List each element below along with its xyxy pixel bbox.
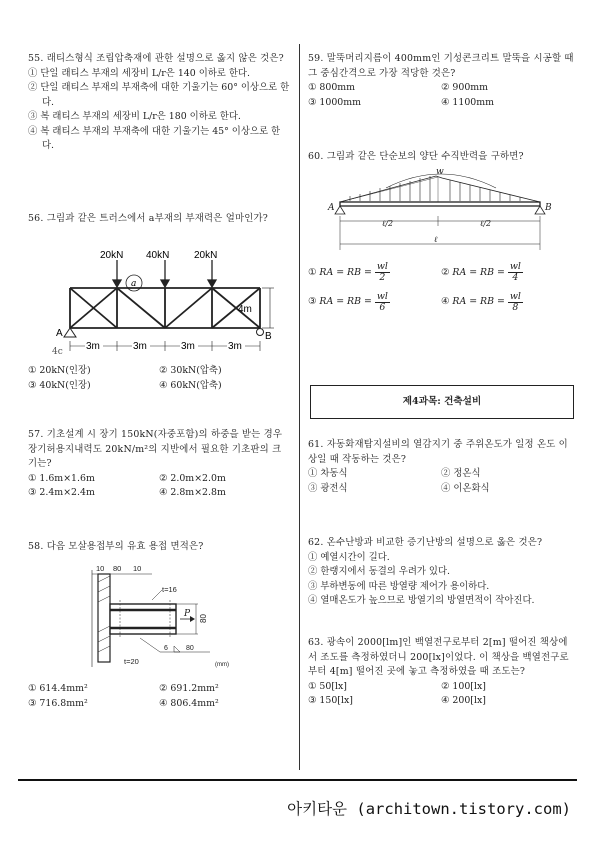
span-2: 3m	[133, 341, 147, 352]
q63-option-2: ② 100[lx]	[441, 680, 486, 692]
q57-option-2: ② 2.0m×2.0m	[159, 472, 226, 484]
q62-option-2: ② 한랭지에서 동결의 우려가 있다.	[308, 566, 451, 578]
q60-options	[308, 262, 574, 313]
q56-option-3: ③ 40kN(인장)	[28, 379, 91, 391]
load-w: w	[436, 167, 444, 177]
q63-option-1: ① 50[lx]	[308, 680, 347, 692]
question-57	[28, 428, 290, 501]
question-58-text: 58. 다음 모살용접부의 유효 용접 면적은?	[28, 541, 204, 552]
force-p: P	[184, 609, 191, 619]
load-2: 40kN	[146, 250, 170, 261]
question-61-text: 61. 자동화재탐지설비의 열감지기 중 주위온도가 일정 온도 이상일 때 작동하는 것은?	[308, 439, 568, 465]
weld-size: 6	[164, 645, 168, 652]
beam-figure	[326, 166, 556, 254]
support-a: A	[56, 328, 63, 339]
q63-option-4: ④ 200[lx]	[441, 695, 486, 707]
q56-option-4: ④ 60kN(압축)	[159, 379, 222, 391]
q57-option-3: ③ 2.4m×2.4m	[28, 487, 95, 499]
span-4: 3m	[228, 341, 242, 352]
q59-option-1: ① 800mm	[308, 82, 356, 94]
q57-option-1: ① 1.6m×1.6m	[28, 472, 95, 484]
question-56	[28, 212, 290, 227]
q55-option-3: ③ 복 래티스 부재의 세장비 L/r은 180 이하로 한다.	[28, 111, 241, 123]
height-label: 4m	[238, 304, 252, 315]
question-63-text: 63. 광속이 2000[lm]인 백열전구로부터 2[m] 떨어진 책상에서 조도를 측정하였더니 200[lx]이었다. 이 책상을 백열전구로부터 4[m] 떨어진 곳에 놓고 측정하였을 때 조도는?	[308, 637, 569, 678]
width-80: 80	[199, 614, 208, 623]
q58-option-2: ② 691.2mm²	[159, 683, 219, 694]
q61-option-4: ④ 이온화식	[441, 482, 490, 494]
question-55	[28, 52, 290, 154]
half-span-1: ℓ/2	[382, 219, 394, 228]
span-1: 3m	[86, 341, 100, 352]
q56-option-1: ① 20kN(인장)	[28, 365, 91, 376]
support-a: A	[328, 203, 335, 213]
span-l: ℓ	[434, 235, 438, 244]
q62-option-4: ④ 열매온도가 높으므로 방열기의 방열면적이 작아진다.	[308, 595, 535, 607]
question-58	[28, 540, 290, 555]
q55-option-1: ① 단일 래티스 부재의 세장비 L/r은 140 이하로 한다.	[28, 67, 250, 79]
q58-options	[28, 682, 290, 711]
dim-80: 80	[113, 564, 122, 573]
truss-figure	[52, 248, 277, 360]
q62-option-1: ① 예열시간이 길다.	[308, 551, 390, 563]
question-63	[308, 636, 574, 709]
q61-option-2: ② 정온식	[441, 468, 481, 480]
q60-option-2: ② RA = RB = $\frac{wl}{4}$	[441, 261, 521, 284]
support-b: B	[265, 331, 272, 342]
t20: t=20	[124, 657, 139, 666]
q59-options	[308, 81, 574, 110]
q60-option-4: ④ RA = RB = $\frac{wl}{8}$	[441, 290, 521, 314]
q56-option-2: ② 30kN(압축)	[159, 365, 222, 376]
unit-mm: (mm)	[215, 662, 229, 668]
load-1: 20kN	[100, 250, 124, 261]
footer-rule	[18, 779, 577, 781]
footer-site: 아키타운 (architown.tistory.com)	[287, 800, 571, 818]
question-59	[308, 52, 574, 110]
q63-option-3: ③ 150[lx]	[308, 695, 353, 707]
span-3: 3m	[181, 341, 195, 352]
q61-option-3: ③ 광전식	[308, 482, 348, 494]
weld-length: 80	[186, 645, 194, 652]
q55-option-4: ④ 복 래티스 부재의 부재축에 대한 기울기는 45° 이상으로 한다.	[28, 125, 281, 152]
t16: t=16	[162, 585, 177, 594]
dim-10-left: 10	[96, 564, 105, 573]
q60-option-3: ③ RA = RB = $\frac{wl}{6}$	[308, 290, 388, 314]
weld-figure	[80, 562, 245, 672]
question-59-text: 59. 말뚝머리지름이 400mm인 기성콘크리트 말뚝을 시공할 때 그 중심간격으로 가장 적당한 것은?	[308, 53, 574, 79]
q59-option-4: ④ 1100mm	[441, 96, 495, 108]
q58-option-3: ③ 716.8mm²	[28, 697, 88, 709]
half-span-2: ℓ/2	[480, 219, 492, 228]
q59-option-3: ③ 1000mm	[308, 96, 362, 108]
question-57-text: 57. 기초설계 시 장기 150kN(자중포함)의 하중을 받는 경우 장기허용지내력도 20kN/m²의 지반에서 필요한 기초판의 크기는?	[28, 429, 283, 470]
q56-options	[28, 364, 290, 393]
dim-10-right: 10	[133, 564, 142, 573]
q55-option-2: ② 단일 래티스 부재의 부재축에 대한 기울기는 60° 이상으로 한다.	[28, 82, 290, 108]
question-62-text: 62. 온수난방과 비교한 증기난방의 설명으로 옳은 것은?	[308, 537, 543, 548]
q60-option-1: ① RA = RB = $\frac{wl}{2}$	[308, 261, 388, 284]
q58-option-4: ④ 806.4mm²	[159, 697, 219, 709]
question-56-text: 56. 그림과 같은 트러스에서 a부재의 부재력은 얼마인가?	[28, 213, 268, 224]
question-55-text: 55. 래티스형식 조립압축재에 관한 설명으로 옳지 않은 것은?	[28, 53, 284, 64]
handwritten-note: 4c	[52, 347, 63, 357]
support-b: B	[545, 203, 552, 213]
q57-options	[28, 472, 290, 501]
question-62	[308, 536, 574, 609]
member-a-label: a	[131, 279, 137, 289]
load-3: 20kN	[194, 250, 218, 261]
question-60-text: 60. 그림과 같은 단순보의 양단 수직반력을 구하면?	[308, 151, 524, 162]
q61-options	[308, 467, 574, 496]
q58-option-1: ① 614.4mm²	[28, 683, 88, 694]
q63-options	[308, 680, 574, 709]
column-divider	[299, 44, 300, 770]
question-60	[308, 150, 574, 165]
question-61	[308, 438, 574, 496]
q57-option-4: ④ 2.8m×2.8m	[159, 487, 226, 499]
q59-option-2: ② 900mm	[441, 82, 489, 94]
section-header: 제4과목: 건축설비	[310, 385, 574, 419]
q62-option-3: ③ 부하변동에 따른 방열량 제어가 용이하다.	[308, 580, 490, 592]
q61-option-1: ① 차동식	[308, 468, 348, 480]
